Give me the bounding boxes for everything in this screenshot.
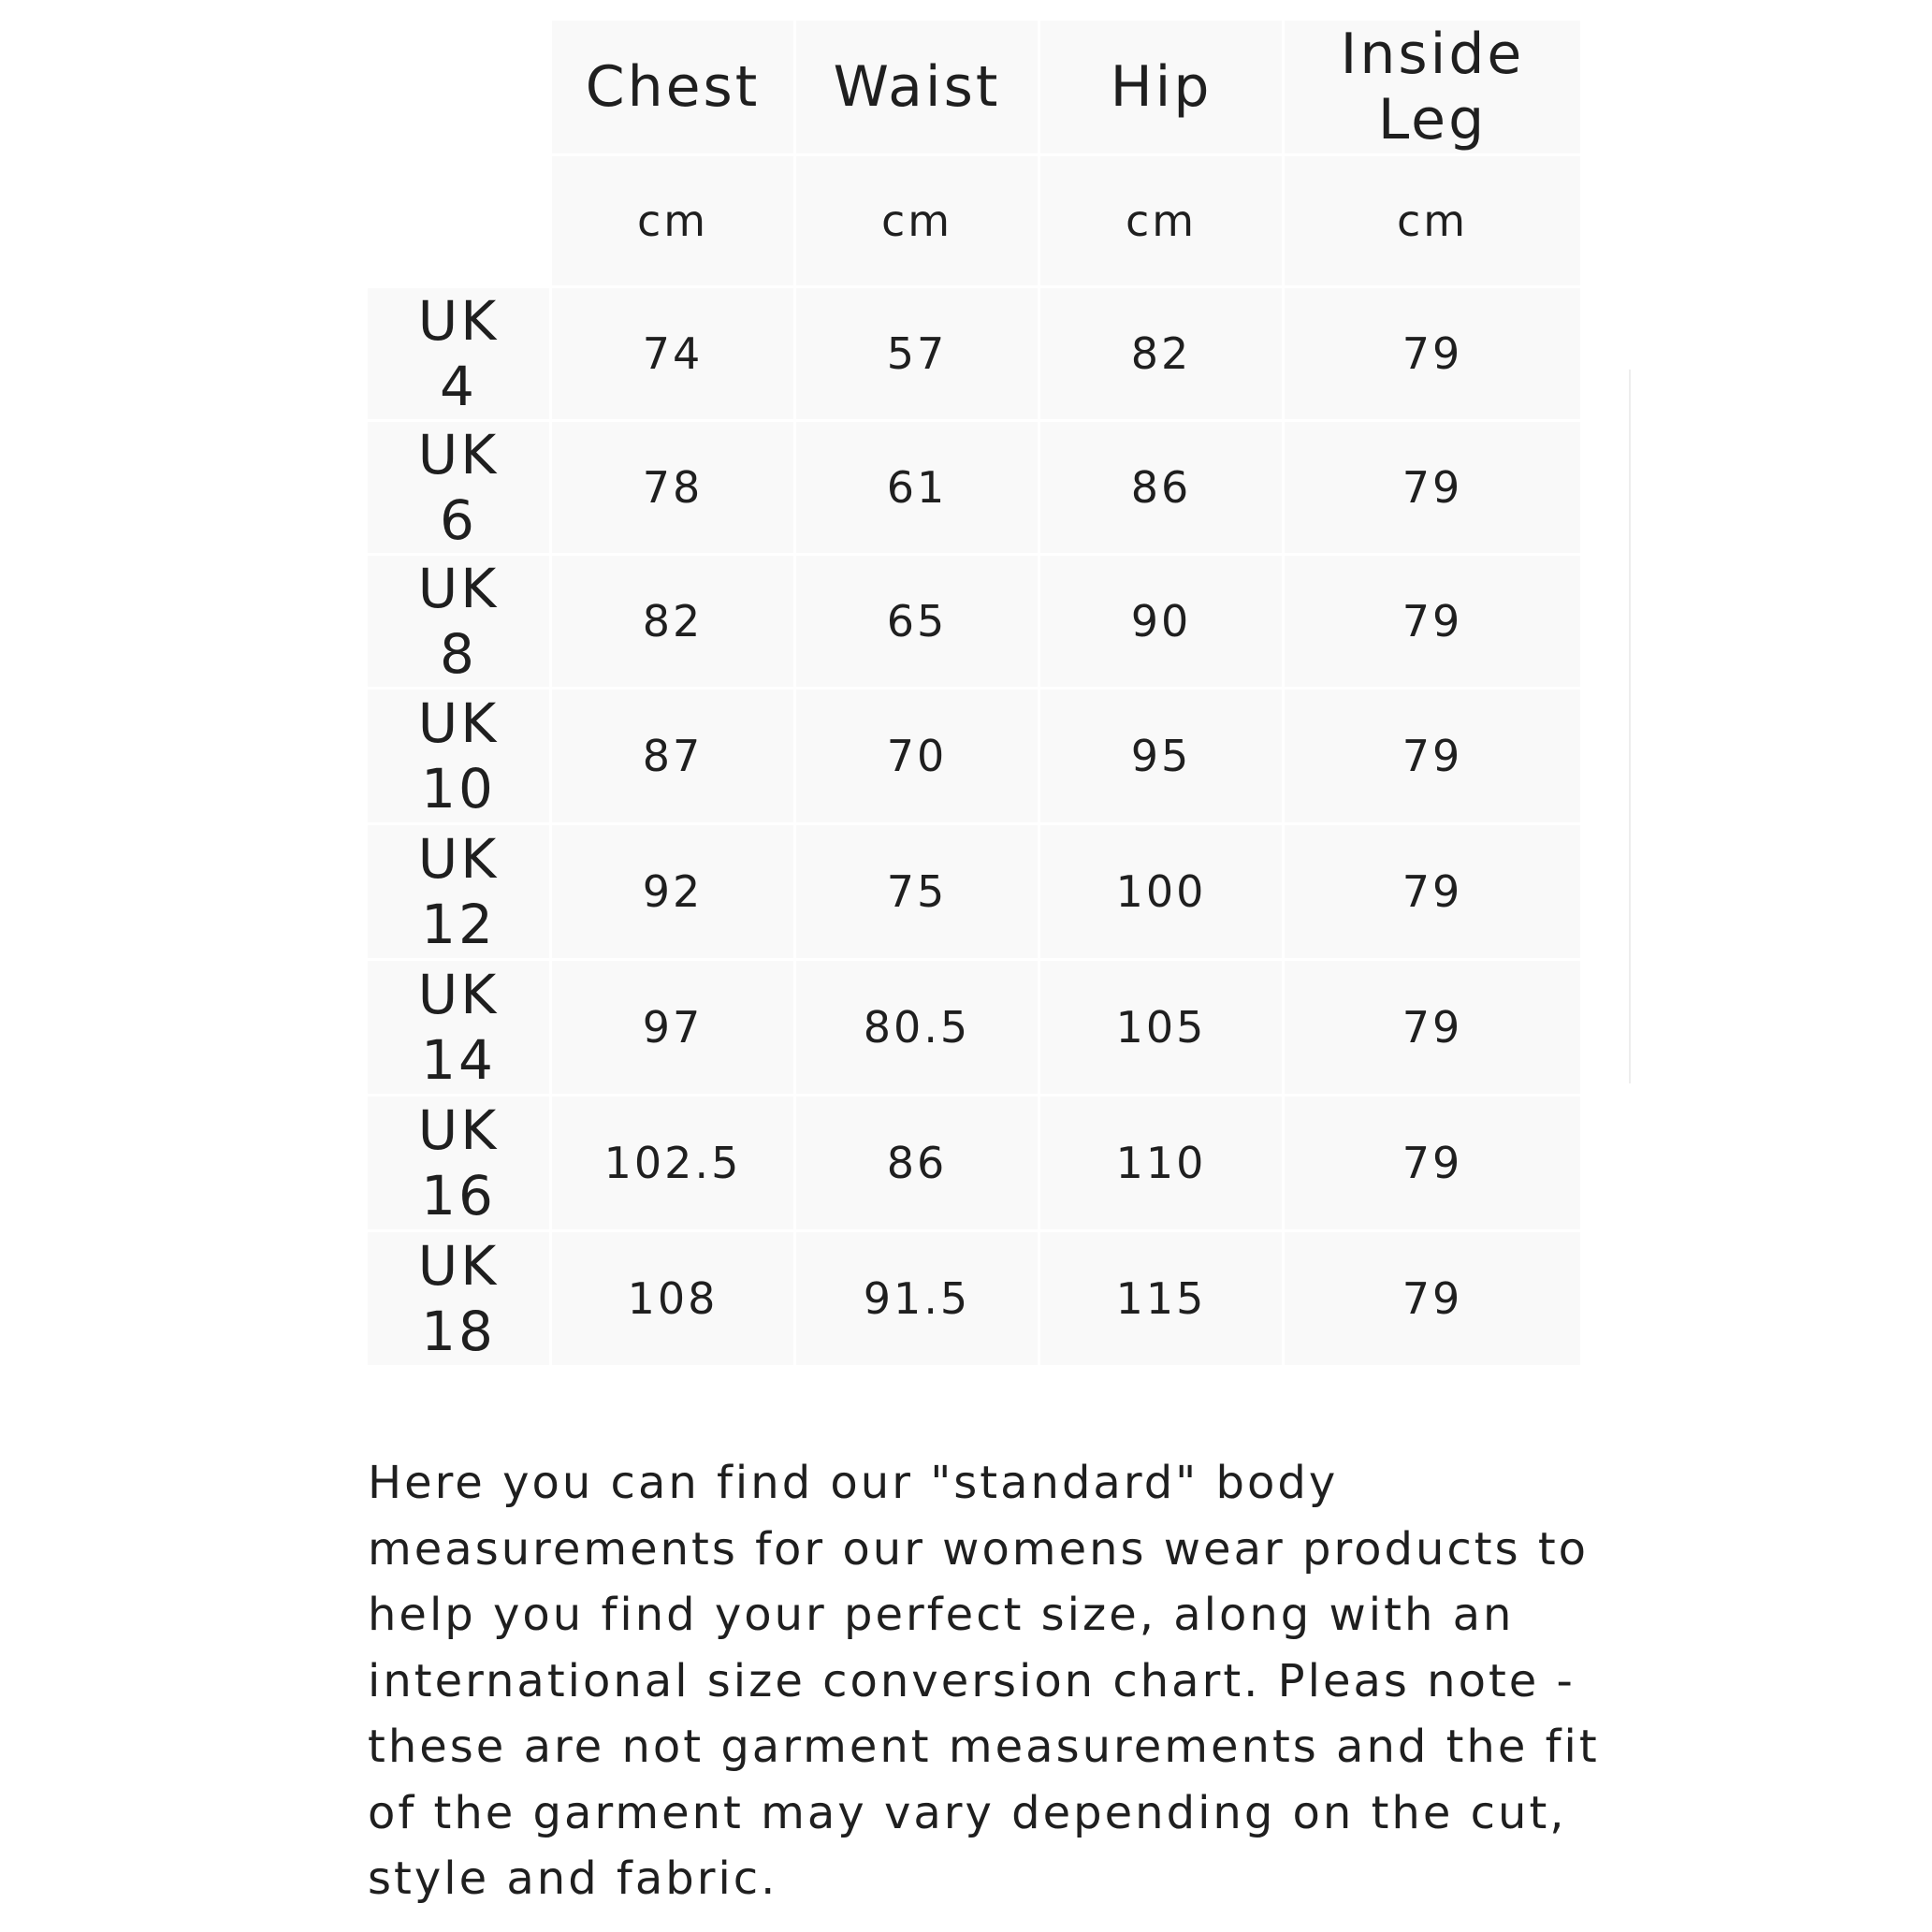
table-row bbox=[368, 422, 1580, 553]
waist-value: 61 bbox=[796, 422, 1038, 553]
table-row bbox=[368, 690, 1580, 822]
table-row bbox=[368, 556, 1580, 687]
waist-value: 86 bbox=[796, 1097, 1038, 1229]
header-chest: Chest bbox=[552, 21, 793, 153]
table-row bbox=[368, 1232, 1580, 1365]
chest-value: 78 bbox=[552, 422, 793, 553]
header-inside-leg: Inside Leg bbox=[1285, 21, 1580, 153]
table-row bbox=[368, 288, 1580, 419]
waist-value: 91.5 bbox=[796, 1232, 1038, 1365]
size-label: UK 14 bbox=[368, 961, 549, 1094]
inside-leg-value: 79 bbox=[1285, 1097, 1580, 1229]
chest-value: 108 bbox=[552, 1232, 793, 1365]
hip-value: 100 bbox=[1040, 825, 1282, 958]
waist-value: 80.5 bbox=[796, 961, 1038, 1094]
header-waist: Waist bbox=[796, 21, 1038, 153]
unit-chest: cm bbox=[552, 156, 793, 285]
inside-leg-value: 79 bbox=[1285, 690, 1580, 822]
chest-value: 74 bbox=[552, 288, 793, 419]
hip-value: 105 bbox=[1040, 961, 1282, 1094]
hip-value: 86 bbox=[1040, 422, 1282, 553]
size-label: UK 18 bbox=[368, 1232, 549, 1365]
inside-leg-value: 79 bbox=[1285, 556, 1580, 687]
inside-leg-value: 79 bbox=[1285, 961, 1580, 1094]
size-guide-description: Here you can find our "standard" body measurements for our womens wear products to help you find your perfect size, along with an international size conversion chart. Pleas note - these are not garment measurements and the fit of the garment may vary depending on the cut, style and fabric. bbox=[368, 1457, 1600, 1905]
unit-waist: cm bbox=[796, 156, 1038, 285]
inside-leg-value: 79 bbox=[1285, 422, 1580, 553]
waist-value: 70 bbox=[796, 690, 1038, 822]
inside-leg-value: 79 bbox=[1285, 825, 1580, 958]
hip-value: 82 bbox=[1040, 288, 1282, 419]
hip-value: 90 bbox=[1040, 556, 1282, 687]
inside-leg-value: 79 bbox=[1285, 1232, 1580, 1365]
header-hip: Hip bbox=[1040, 21, 1282, 153]
waist-value: 75 bbox=[796, 825, 1038, 958]
unit-hip: cm bbox=[1040, 156, 1282, 285]
chest-value: 102.5 bbox=[552, 1097, 793, 1229]
size-label: UK 8 bbox=[368, 556, 549, 687]
table-header-row bbox=[368, 21, 1580, 153]
hip-value: 110 bbox=[1040, 1097, 1282, 1229]
unit-inside-leg: cm bbox=[1285, 156, 1580, 285]
chest-value: 82 bbox=[552, 556, 793, 687]
size-chart-table bbox=[365, 18, 1583, 1368]
size-label: UK 4 bbox=[368, 288, 549, 419]
chest-value: 97 bbox=[552, 961, 793, 1094]
size-label: UK 16 bbox=[368, 1097, 549, 1229]
chest-value: 92 bbox=[552, 825, 793, 958]
hip-value: 115 bbox=[1040, 1232, 1282, 1365]
table-row bbox=[368, 961, 1580, 1094]
unit-corner-cell bbox=[368, 156, 549, 285]
table-unit-row bbox=[368, 156, 1580, 285]
size-label: UK 10 bbox=[368, 690, 549, 822]
table-row bbox=[368, 1097, 1580, 1229]
scroll-divider-line bbox=[1629, 370, 1631, 1083]
chest-value: 87 bbox=[552, 690, 793, 822]
inside-leg-value: 79 bbox=[1285, 288, 1580, 419]
hip-value: 95 bbox=[1040, 690, 1282, 822]
waist-value: 57 bbox=[796, 288, 1038, 419]
waist-value: 65 bbox=[796, 556, 1038, 687]
size-label: UK 12 bbox=[368, 825, 549, 958]
size-label: UK 6 bbox=[368, 422, 549, 553]
table-row bbox=[368, 825, 1580, 958]
header-corner-cell bbox=[368, 21, 549, 153]
